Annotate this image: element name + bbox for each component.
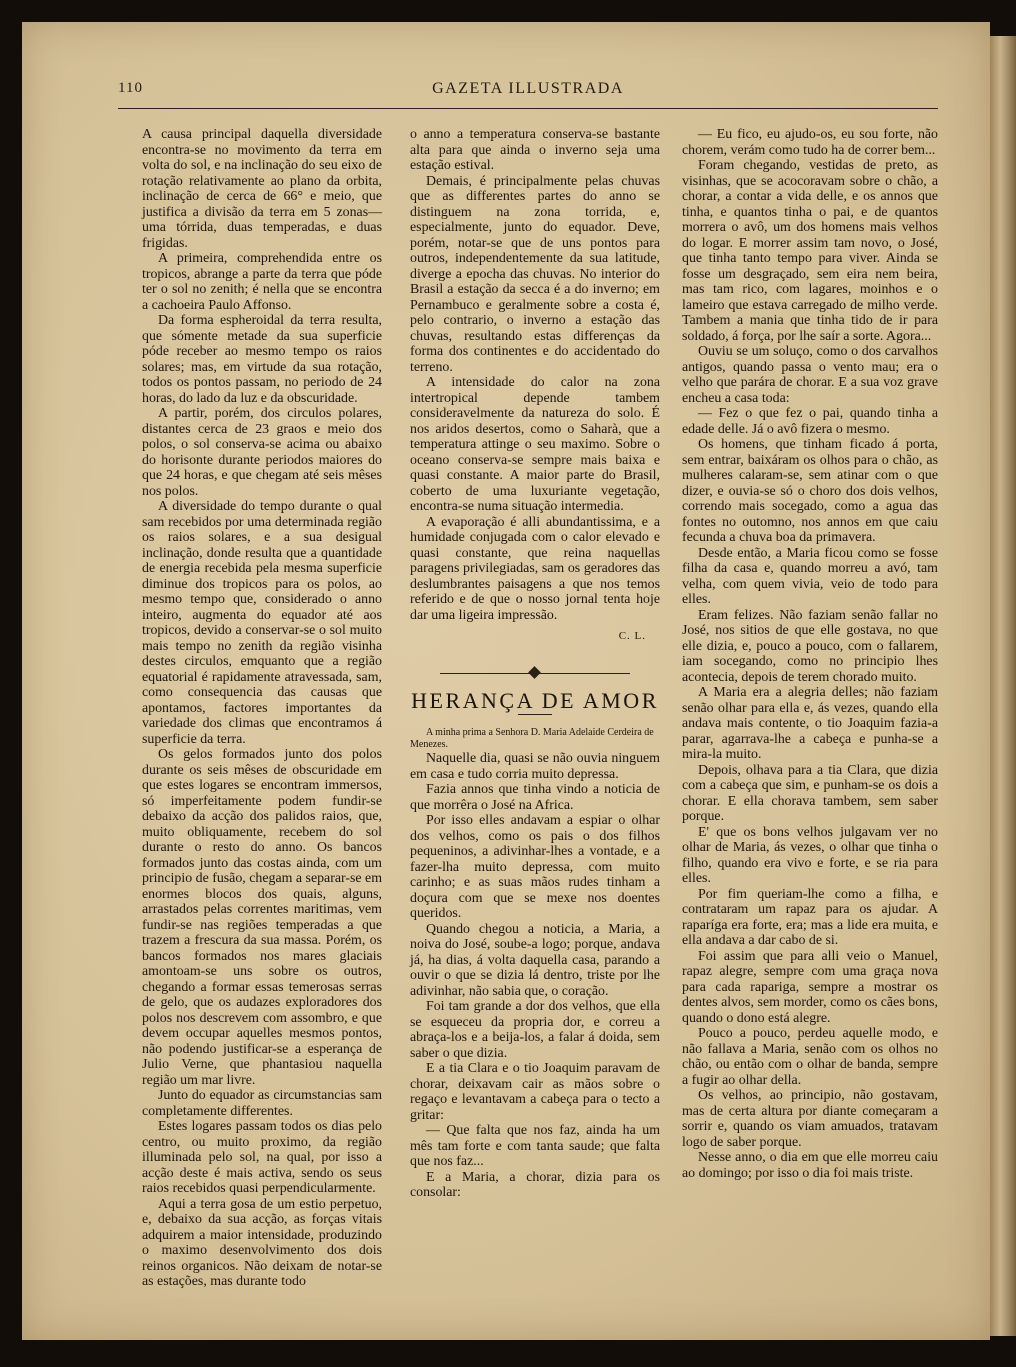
title-rule	[518, 714, 552, 715]
paragraph: A intensidade do calor na zona intertropical depende tambem consideravelmente da natureza do solo. É nos aridos desertos, como o Saharà, que a temperatura attinge o seu maximo. Sobre o oceano conserva-se sempre mais baixa e quasi constante. A maior parte do Brasil, coberto de uma luxuriante vegetação, encontra-se numa situação intermedia.	[410, 375, 660, 514]
column-3	[682, 127, 938, 1181]
paragraph: A diversidade do tempo durante o qual sam recebidos por uma determinada região os raios solares, e a sua desigual inclinação, donde resulta que a quantidade de energia recebida pela mesma superficie diminue dos tropicos para os polos, ao mesmo tempo que, considerado o anno inteiro, augmenta do equador até aos tropicos, devido a conservar-se o sol muito mais tempo no zenith da região visinha destes circulos, emquanto que a região equatorial é rapidamente atravessada, sam, como consequencia das causas que apontamos, factores importantes da variedade dos climas que encontramos á superficie da terra.	[142, 499, 382, 747]
page-number: 110	[118, 80, 143, 96]
page-edge	[990, 36, 1016, 1336]
paragraph: Junto do equador as circumstancias sam completamente differentes.	[142, 1088, 382, 1119]
page-header	[118, 78, 938, 109]
story-title: HERANÇA DE AMOR	[411, 687, 659, 713]
paragraph: Fazia annos que tinha vindo a noticia de que morrêra o José na Africa.	[410, 782, 660, 813]
column-1	[142, 127, 382, 1290]
paragraph: Desde então, a Maria ficou como se fosse filha da casa e, quando morreu a avó, tam velha, com quem vivia, veio de todo para elles.	[682, 545, 938, 607]
paragraph: Foi assim que para alli veio o Manuel, rapaz alegre, sempre com uma graça nova para cada rapariga, sempre a mostrar os dentes alvos, sem morder, como os cães bons, quando o dono está alegre.	[682, 948, 938, 1026]
paragraph: A causa principal daquella diversidade encontra-se no movimento da terra em volta do sol, e na inclinação do seu eixo de rotação relativamente ao plano da orbita, inclinação de cerca de 66° e meio, que justifica a divisão da terra em 5 zonas—uma tórrida, duas temperadas, e duas frigidas.	[142, 127, 382, 251]
paragraph: Demais, é principalmente pelas chuvas que as differentes partes do anno se distinguem na zona torrida, e, especialmente, junto do equador. Deve, porém, notar-se que de uns pontos para outros, independentemente da sua latitude, diverge a epocha das chuvas. No interior do Brasil a estação da secca é a do inverno; em Pernambuco e geralmente sobre a costa é, pelo contrario, o inverno a estação das chuvas, resultando estas differenças da forma dos continentes e do accidentado do terreno.	[410, 173, 660, 375]
diamond-ornament-icon	[528, 666, 541, 679]
paragraph: Ouviu se um soluço, como o dos carvalhos antigos, quando passa o vento mau; era o velho que parára de chorar. E a sua voz grave encheu a casa toda:	[682, 344, 938, 406]
paragraph: A Maria era a alegria delles; não faziam senão olhar para ella e, ás vezes, quando ella andava mais contente, o tio Joaquim fazia-a parar, agarrava-lhe a cabeça e punha-se a mira-la muito.	[682, 685, 938, 762]
paragraph: Foram chegando, vestidas de preto, as visinhas, que se acocoravam sobre o chão, a chorar, a contar a vida delle, e os annos que tinha, e quantos tinha o pai, e de quantos morrera o avô, um dos homens mais velhos do logar. E morrer assim tam novo, o José, que tinha tanto tempo para viver. Ainda se fosse um desgraçado, sem eira nem beira, mas tam rico, com lagares, moinhos e o lameiro que estava carregado de milho verde. Tambem a mania que tinha tido de ir para soldado, á força, por lhe saír a sorte. Agora...	[682, 158, 938, 344]
paragraph: — Que falta que nos faz, ainda ha um mês tam forte e com tanta saude; que falta que nos faz...	[410, 1123, 660, 1169]
paragraph: Estes logares passam todos os dias pelo centro, ou muito proximo, da região illuminada pelo sol, na qual, por isso a acção deste é mais activa, sendo os seus raios recebidos quasi perpendicularmente.	[142, 1119, 382, 1196]
paragraph: Os homens, que tinham ficado á porta, sem entrar, baixáram os olhos para o chão, as mulheres calaram-se, sem atinar com o que dizer, e ouvia-se só o choro dos dois velhos, correndo mais socegado, como a agua das fontes no outomno, nos annos em que caiu fecunda a chuva boa da primavera.	[682, 437, 938, 545]
paragraph: Nesse anno, o dia em que elle morreu caiu ao domingo; por isso o dia foi mais triste.	[682, 1150, 938, 1181]
paragraph: Por isso elles andavam a espiar o olhar dos velhos, como os pais o dos filhos pequeninos, a adivinhar-lhes a vontade, e a fazer-lha muito depressa, com muito carinho; e as suas mãos rudes tinham a doçura com que se mexe nos doentes queridos.	[410, 813, 660, 921]
paragraph: Foi tam grande a dor dos velhos, que ella se esqueceu da propria dor, e correu a abraça-los e a beija-los, a falar á doida, sem saber o que dizia.	[410, 999, 660, 1061]
paragraph: Naquelle dia, quasi se não ouvia ninguem em casa e tudo corria muito depressa.	[410, 751, 660, 782]
paragraph: Pouco a pouco, perdeu aquelle modo, e não fallava a Maria, senão com os olhos no chão, ou então com o olhar de banda, sempre a fugir ao olhar della.	[682, 1026, 938, 1088]
paragraph: — Eu fico, eu ajudo-os, eu sou forte, não chorem, verám como tudo ha de correr bem...	[682, 127, 938, 158]
paragraph: Eram felizes. Não faziam senão fallar no José, nos sitios de que elle gostava, no que elle dizia, e, pouco a pouco, com o fallarem, iam socegando, como no principio lhes acontecia, depois de terem chorado muito.	[682, 607, 938, 685]
paragraph: o anno a temperatura conserva-se bastante alta para que ainda o inverno seja uma estação estival.	[410, 127, 660, 173]
paragraph: E' que os bons velhos julgavam ver no olhar de Maria, ás vezes, o olhar que tinha o filho, quando era vivo e forte, e se ria para elles.	[682, 824, 938, 886]
article-signature: C. L.	[618, 630, 646, 642]
paragraph: A primeira, comprehendida entre os tropicos, abrange a parte da terra que póde ter o sol no zenith; é nella que se encontra a cachoeira Paulo Affonso.	[142, 251, 382, 313]
column-2	[410, 127, 660, 1201]
paragraph: A partir, porém, dos circulos polares, distantes cerca de 23 graos e meio dos polos, o sol conserva-se acima ou abaixo do horisonte durante periodos maiores do que 24 horas, e que chegam até seis mêses nos polos.	[142, 406, 382, 499]
paragraph: Da forma espheroidal da terra resulta, que sómente metade da sua superficie póde receber ao mesmo tempo os raios solares; mas, em virtude da sua rotação, todos os pontos passam, no periodo de 24 horas, do lado da luz e da obscuridade.	[142, 313, 382, 406]
paragraph: Quando chegou a noticia, a Maria, a noiva do José, soube-a logo; porque, andava já, ha dias, á volta daquella casa, parando a ouvir o que se dizia lá dentro, triste por lhe adivinhar, não sabia que, o coração.	[410, 921, 660, 999]
newspaper-title: GAZETA ILLUSTRADA	[432, 80, 624, 97]
paragraph: Os velhos, ao principio, não gostavam, mas de certa altura por diante começaram a sorrir e, quando os viam amuados, tratavam logo de saber porque.	[682, 1088, 938, 1150]
paragraph: Os gelos formados junto dos polos durante os seis mêses de obscuridade em que estes logares se encontram immersos, só imperfeitamente podem fundir-se debaixo da acção dos palidos raios, que, muito obliquamente, recebem do sol durante o resto do anno. Os bancos formados junto das costas ainda, com um principio de fusão, chegam a separar-se em enormes blocos dos quais, alguns, arrastados pelas correntes maritimas, vem fundir-se nas regiões temperadas a que trazem a frescura da sua massa. Porém, os bancos formados nos mares glaciais amontoam-se uns sobre os outros, chegando a formar essas temerosas serras de gelo, que os audazes exploradores dos polos nos descrevem com assombro, e que devem occupar aquelles mesmos pontos, não podendo justificar-se a esperança de Julio Verne, que phantasiou naquella região um mar livre.	[142, 747, 382, 1088]
paragraph: Por fim queriam-lhe como a filha, e contrataram um rapaz para os ajudar. A raparíga era forte, era; mas a lide era muita, e ella andava a dar cabo de si.	[682, 886, 938, 948]
paragraph: A evaporação é alli abundantissima, e a humidade conjugada com o calor elevado e quasi constante, que reina naquellas paragens privilegiadas, sam os geradores das deslumbrantes paisagens a que nos temos referido e de que o nosso jornal tenta hoje dar uma ligeira impressão.	[410, 514, 660, 623]
paragraph: Depois, olhava para a tia Clara, que dizia com a cabeça que sim, e punham-se os dois a chorar. E ella chorava tambem, sem saber porque.	[682, 762, 938, 824]
section-divider	[410, 665, 660, 683]
paragraph: E a tia Clara e o tio Joaquim paravam de chorar, deixavam cair as mãos sobre o regaço e levantavam a cabeça para o tecto a gritar:	[410, 1061, 660, 1123]
paragraph: Aqui a terra gosa de um estio perpetuo, e, debaixo da sua acção, as forças vitais adquirem a maior intensidade, produzindo o maximo desenvolvimento dos dois reinos organicos. Não deixam de notar-se as estações, mas durante todo	[142, 1196, 382, 1289]
dedication: A minha prima a Senhora D. Maria Adelaide Cerdeira de Menezes.	[410, 727, 654, 750]
paragraph: — Fez o que fez o pai, quando tinha a edade delle. Já o avô fizera o mesmo.	[682, 406, 938, 437]
paragraph: E a Maria, a chorar, dizia para os consolar:	[410, 1169, 660, 1200]
